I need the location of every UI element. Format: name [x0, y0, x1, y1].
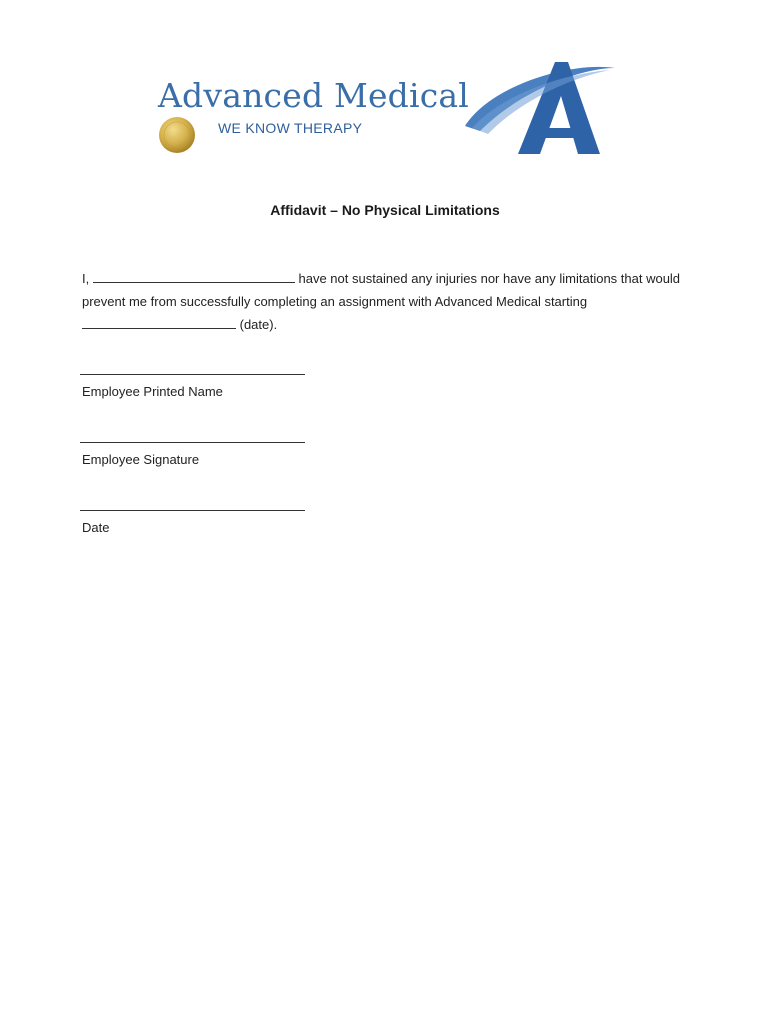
logo-tagline: WE KNOW THERAPY — [218, 120, 363, 136]
document-title: Affidavit – No Physical Limitations — [270, 202, 500, 218]
statement-line-2-text: prevent me from successfully completing an assignment with Advanced Medical starting — [82, 294, 588, 309]
statement-prefix: I, — [82, 271, 90, 286]
signature-label: Employee Signature — [82, 452, 200, 467]
printed-name-line[interactable] — [80, 374, 305, 375]
company-logo — [150, 50, 620, 165]
statement-line-1 — [82, 271, 680, 286]
printed-name-label: Employee Printed Name — [82, 384, 223, 399]
statement-line-3-text: (date). — [239, 317, 278, 332]
statement-line-3 — [82, 317, 277, 332]
letter-a-swoosh-icon — [460, 56, 620, 156]
date-line[interactable] — [80, 510, 305, 511]
start-date-blank[interactable] — [82, 317, 236, 329]
signature-line[interactable] — [80, 442, 305, 443]
statement-line-1-text: have not sustained any injuries nor have any limitations that would — [298, 271, 681, 286]
gold-seal-icon — [158, 116, 196, 154]
employee-name-blank[interactable] — [93, 271, 295, 283]
date-label: Date — [82, 520, 110, 535]
logo-brand-name: Advanced Medical — [158, 76, 470, 115]
statement-line-2 — [82, 294, 587, 309]
